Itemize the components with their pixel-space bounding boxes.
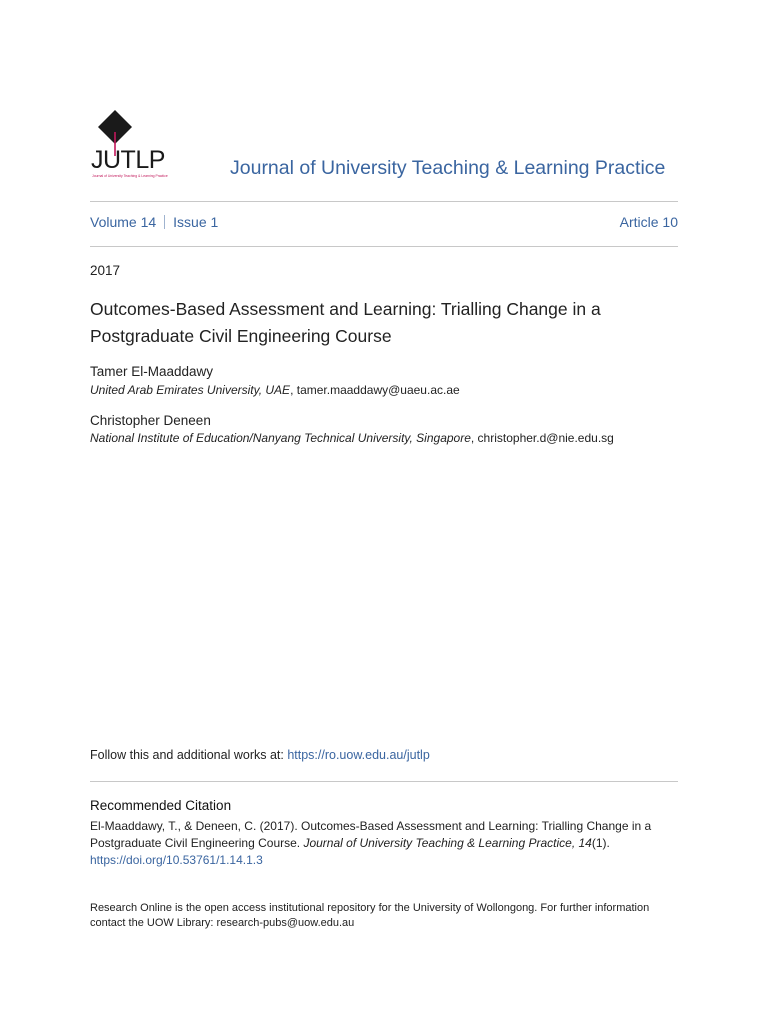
citation-issue: (1). <box>591 836 610 850</box>
follow-line <box>90 748 430 762</box>
journal-title-link[interactable]: Journal of University Teaching & Learning Practice <box>230 157 666 179</box>
repository-footer: Research Online is the open access institutional repository for the University of Wollongong. For further information contact the UOW Library: research-pubs@uow.edu.au <box>90 902 650 929</box>
affiliation-name: National Institute of Education/Nanyang Technical University, Singapore <box>90 431 471 445</box>
author-affiliation <box>90 431 614 445</box>
repository-link[interactable]: https://ro.uow.edu.au/jutlp <box>287 748 430 762</box>
author-email: , tamer.maaddawy@uaeu.ac.ae <box>290 383 460 397</box>
follow-text: Follow this and additional works at: <box>90 748 288 762</box>
affiliation-name: United Arab Emirates University, UAE <box>90 383 291 397</box>
paper-title: Outcomes-Based Assessment and Learning: Trialling Change in a Postgraduate Civil Engineering Course <box>90 299 601 346</box>
issue-separator <box>164 215 165 229</box>
issue-link[interactable]: Issue 1 <box>173 214 219 230</box>
author-affiliation <box>90 383 460 397</box>
header-divider <box>90 201 678 202</box>
citation-divider <box>90 781 678 782</box>
author-name: Tamer El-Maaddawy <box>90 364 214 379</box>
citation-journal: Journal of University Teaching & Learning Practice, 14 <box>303 836 592 850</box>
volume-link[interactable]: Volume 14 <box>90 214 157 230</box>
publication-year: 2017 <box>90 263 121 278</box>
logo-mark <box>90 108 172 182</box>
author-name: Christopher Deneen <box>90 413 211 428</box>
citation-text <box>90 818 680 869</box>
author-email: , christopher.d@nie.edu.sg <box>470 431 614 445</box>
citation-body: El-Maaddawy, T., & Deneen, C. (2017). Outcomes-Based Assessment and Learning: Trialling Change in a Postgraduate Civil Engineering Course. <box>90 819 652 850</box>
article-link[interactable]: Article 10 <box>619 214 678 230</box>
citation-heading: Recommended Citation <box>90 798 232 813</box>
issue-navigation <box>90 214 678 230</box>
jutlp-logo <box>90 108 172 182</box>
logo-tagline: Journal of University Teaching & Learning Practice <box>92 174 168 178</box>
doi-link[interactable]: https://doi.org/10.53761/1.14.1.3 <box>90 853 263 867</box>
logo-wordmark: JUTLP <box>91 146 165 174</box>
issue-divider <box>90 246 678 247</box>
